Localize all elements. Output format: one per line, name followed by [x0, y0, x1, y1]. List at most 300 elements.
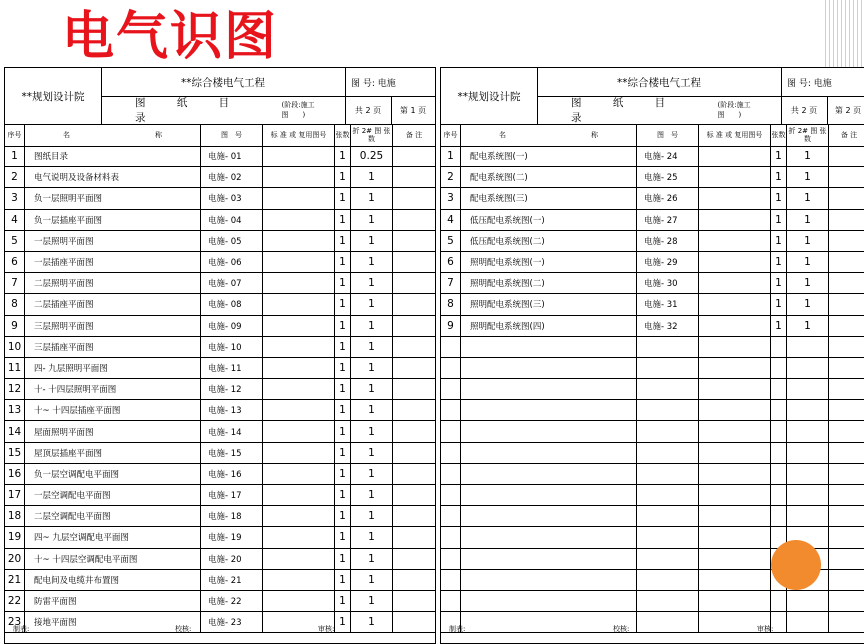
cell-no: 5	[441, 231, 461, 251]
cell-note	[393, 337, 435, 357]
approved-by-label: 审核:	[757, 625, 774, 633]
cell-std	[263, 231, 335, 251]
table-row	[5, 506, 435, 527]
cell-count	[771, 400, 787, 420]
cell-count	[771, 443, 787, 463]
cell-note	[829, 231, 864, 251]
cell-count: 1	[335, 358, 351, 378]
cell-note	[829, 167, 864, 187]
cell-count: 1	[335, 231, 351, 251]
col-std: 标 准 或 复用图号	[699, 124, 771, 146]
cell-name: 十- 十四层照明平面图	[25, 379, 201, 399]
cell-name: 二层照明平面图	[25, 273, 201, 293]
cell-no	[441, 358, 461, 378]
cell-sheets: 1	[351, 591, 393, 611]
cell-code: 电施- 17	[201, 485, 263, 505]
cell-sheets: 1	[787, 273, 829, 293]
cell-count: 1	[335, 337, 351, 357]
cell-name: 接地平面图	[25, 612, 201, 632]
cell-std	[699, 294, 771, 314]
cell-no: 13	[5, 400, 25, 420]
cell-sheets	[787, 379, 829, 399]
cell-code: 电施- 06	[201, 252, 263, 272]
slide-title: 电气识图	[62, 7, 279, 67]
col-name	[25, 124, 201, 146]
cell-sheets: 1	[351, 464, 393, 484]
cell-note	[829, 527, 864, 547]
column-header-row	[5, 124, 435, 147]
cell-note	[393, 210, 435, 230]
cell-sheets	[787, 400, 829, 420]
total-pages: 共 2 页	[345, 96, 392, 124]
cell-name: 配电系统图(三)	[461, 188, 637, 208]
cell-sheets: 1	[351, 506, 393, 526]
cell-note	[829, 591, 864, 611]
table-row	[441, 591, 864, 612]
cell-no: 2	[441, 167, 461, 187]
cell-code: 电施- 29	[637, 252, 699, 272]
cell-no: 10	[5, 337, 25, 357]
cell-note	[829, 210, 864, 230]
cell-no: 12	[5, 379, 25, 399]
cell-std	[263, 316, 335, 336]
cell-std	[699, 210, 771, 230]
approved-by-label: 审核:	[318, 625, 335, 633]
table-row	[5, 570, 435, 591]
cell-sheets: 1	[351, 210, 393, 230]
table-row	[441, 252, 864, 273]
table-row	[441, 231, 864, 252]
cell-note	[829, 252, 864, 272]
cell-count: 1	[771, 252, 787, 272]
cell-sheets: 1	[351, 231, 393, 251]
col-note: 备 注	[840, 131, 858, 139]
cell-std	[263, 188, 335, 208]
cell-sheets: 0.25	[351, 146, 393, 166]
table-row	[441, 400, 864, 421]
cell-std	[699, 188, 771, 208]
cell-code: 电施- 11	[201, 358, 263, 378]
cell-count	[771, 358, 787, 378]
cell-name: 负一层空调配电平面图	[25, 464, 201, 484]
table-row	[441, 273, 864, 294]
table-row	[441, 337, 864, 358]
cell-sheets: 1	[351, 421, 393, 441]
total-pages: 共 2 页	[781, 96, 828, 124]
cell-no	[441, 591, 461, 611]
cell-note	[829, 146, 864, 166]
cell-no: 1	[441, 146, 461, 166]
cell-std	[263, 146, 335, 166]
cell-code: 电施- 08	[201, 294, 263, 314]
cell-name: 配电系统图(一)	[461, 146, 637, 166]
cell-std	[699, 167, 771, 187]
cell-note	[393, 379, 435, 399]
cell-std	[263, 443, 335, 463]
cell-code: 电施- 31	[637, 294, 699, 314]
cell-count: 1	[335, 485, 351, 505]
cell-code: 电施- 14	[201, 421, 263, 441]
cell-sheets	[787, 337, 829, 357]
cell-name: 一层照明平面图	[25, 231, 201, 251]
cell-std	[699, 316, 771, 336]
laser-pointer-dot	[771, 540, 821, 590]
cell-note	[829, 273, 864, 293]
cell-name: 三层照明平面图	[25, 316, 201, 336]
col-name-a: 名	[499, 131, 506, 139]
cell-count: 1	[335, 316, 351, 336]
cell-code: 电施- 13	[201, 400, 263, 420]
page-number: 第 2 页	[834, 105, 862, 115]
table-row	[441, 443, 864, 464]
cell-note	[829, 464, 864, 484]
catalog-title: 图 纸 目 录	[135, 97, 244, 124]
cell-name: 照明配电系统图(三)	[461, 294, 637, 314]
cell-note	[829, 400, 864, 420]
stage-label: (阶段:施工图 )	[717, 101, 751, 119]
cell-std	[263, 358, 335, 378]
cell-count: 1	[335, 464, 351, 484]
cell-code: 电施- 12	[201, 379, 263, 399]
cell-note	[393, 443, 435, 463]
cell-code	[637, 337, 699, 357]
catalog-rows	[5, 146, 435, 633]
cell-count	[771, 464, 787, 484]
cell-note	[393, 549, 435, 569]
cell-no: 7	[5, 273, 25, 293]
table-row	[441, 421, 864, 442]
catalog-sheet-1	[4, 67, 436, 644]
page-number: 第 1 页	[399, 105, 427, 115]
cell-name: 四- 九层照明平面图	[25, 358, 201, 378]
cell-code: 电施- 21	[201, 570, 263, 590]
cell-note	[393, 421, 435, 441]
cell-std	[263, 210, 335, 230]
cell-note	[829, 379, 864, 399]
table-row	[5, 400, 435, 421]
cell-no: 3	[441, 188, 461, 208]
cell-count: 1	[771, 188, 787, 208]
cell-sheets: 1	[351, 485, 393, 505]
cell-name	[461, 464, 637, 484]
cell-sheets	[787, 421, 829, 441]
col-count: 张数	[335, 124, 351, 146]
cell-std	[263, 294, 335, 314]
cell-note	[393, 506, 435, 526]
table-row	[5, 188, 435, 209]
cell-code	[637, 400, 699, 420]
cell-code: 电施- 26	[637, 188, 699, 208]
cell-count: 1	[335, 591, 351, 611]
cell-name: 负一层照明平面图	[25, 188, 201, 208]
cell-sheets	[787, 506, 829, 526]
cell-sheets	[787, 443, 829, 463]
cell-no	[441, 527, 461, 547]
table-row	[5, 549, 435, 570]
cell-std	[263, 421, 335, 441]
cell-code: 电施- 28	[637, 231, 699, 251]
cell-sheets: 1	[787, 188, 829, 208]
cell-name: 屋面照明平面图	[25, 421, 201, 441]
cell-count: 1	[335, 506, 351, 526]
cell-std	[699, 231, 771, 251]
cell-code: 电施- 18	[201, 506, 263, 526]
cell-count: 1	[771, 210, 787, 230]
column-header-row	[441, 124, 864, 147]
cell-no	[441, 379, 461, 399]
sheet-footer	[5, 611, 435, 644]
col-name	[461, 124, 637, 146]
cell-no: 7	[441, 273, 461, 293]
cell-std	[699, 358, 771, 378]
cell-sheets: 1	[351, 337, 393, 357]
cell-count: 1	[335, 612, 351, 632]
cell-sheets: 1	[351, 316, 393, 336]
cell-count: 1	[335, 167, 351, 187]
cell-std	[699, 379, 771, 399]
cell-count: 1	[335, 527, 351, 547]
cell-count: 1	[335, 273, 351, 293]
cell-count: 1	[335, 400, 351, 420]
cell-count	[771, 421, 787, 441]
cell-name: 屋顶层插座平面图	[25, 443, 201, 463]
cell-name	[461, 379, 637, 399]
cell-no	[441, 549, 461, 569]
cell-no: 2	[5, 167, 25, 187]
table-row	[5, 379, 435, 400]
cell-name: 电气说明及设备材料表	[25, 167, 201, 187]
cell-code: 电施- 19	[201, 527, 263, 547]
cell-code	[637, 591, 699, 611]
cell-std	[263, 379, 335, 399]
cell-note	[829, 337, 864, 357]
project-name: **综合楼电气工程	[101, 68, 346, 97]
col-std: 标 准 或 复用图号	[263, 124, 335, 146]
cell-name: 四~ 九层空调配电平面图	[25, 527, 201, 547]
cell-note	[393, 400, 435, 420]
cell-std	[263, 273, 335, 293]
institute-name: **规划设计院	[5, 68, 102, 124]
cell-no	[441, 464, 461, 484]
table-row	[5, 337, 435, 358]
cell-code: 电施- 09	[201, 316, 263, 336]
cell-sheets: 1	[351, 549, 393, 569]
cell-name: 照明配电系统图(四)	[461, 316, 637, 336]
cell-name	[461, 485, 637, 505]
sheet-header	[441, 68, 864, 125]
cell-no	[441, 485, 461, 505]
cell-note	[829, 485, 864, 505]
cell-no: 8	[441, 294, 461, 314]
checked-by-label: 校核:	[613, 625, 630, 633]
cell-sheets: 1	[351, 443, 393, 463]
cell-name: 低压配电系统图(二)	[461, 231, 637, 251]
cell-no: 4	[441, 210, 461, 230]
cell-no: 3	[5, 188, 25, 208]
cell-sheets	[787, 485, 829, 505]
table-row	[441, 316, 864, 337]
cell-std	[699, 591, 771, 611]
cell-name	[461, 400, 637, 420]
cell-std	[699, 527, 771, 547]
cell-note	[829, 188, 864, 208]
cell-std	[263, 549, 335, 569]
cell-note	[393, 591, 435, 611]
cell-no: 6	[441, 252, 461, 272]
col-name-a: 名	[63, 131, 70, 139]
cell-count: 1	[771, 316, 787, 336]
cell-std	[263, 527, 335, 547]
cell-std	[699, 443, 771, 463]
col-note: 备 注	[405, 131, 423, 139]
cell-count: 1	[771, 231, 787, 251]
cell-no: 4	[5, 210, 25, 230]
col-count: 张数	[771, 124, 787, 146]
table-row	[5, 421, 435, 442]
cell-note	[393, 231, 435, 251]
cell-std	[263, 506, 335, 526]
cell-no: 14	[5, 421, 25, 441]
cell-code: 电施- 07	[201, 273, 263, 293]
col-no: 序号	[441, 124, 461, 146]
cell-code	[637, 443, 699, 463]
cell-std	[699, 506, 771, 526]
table-row	[5, 443, 435, 464]
cell-count: 1	[335, 188, 351, 208]
project-name: **综合楼电气工程	[537, 68, 782, 97]
cell-count	[771, 485, 787, 505]
cell-count	[771, 337, 787, 357]
cell-note	[829, 549, 864, 569]
cell-name	[461, 591, 637, 611]
cell-name: 照明配电系统图(二)	[461, 273, 637, 293]
table-row	[441, 167, 864, 188]
cell-no: 20	[5, 549, 25, 569]
table-row	[441, 506, 864, 527]
cell-name: 一层空调配电平面图	[25, 485, 201, 505]
table-row	[5, 146, 435, 167]
cell-count: 1	[335, 549, 351, 569]
cell-name: 低压配电系统图(一)	[461, 210, 637, 230]
cell-no: 23	[5, 612, 25, 632]
cell-sheets: 1	[787, 316, 829, 336]
col-code: 图 号	[201, 124, 263, 146]
table-row	[441, 294, 864, 315]
drawing-number: 图 号: 电施	[345, 68, 435, 97]
cell-count: 1	[335, 252, 351, 272]
cell-name: 十~ 十四层空调配电平面图	[25, 549, 201, 569]
cell-name: 负一层插座平面图	[25, 210, 201, 230]
cell-no: 5	[5, 231, 25, 251]
cell-code	[637, 549, 699, 569]
table-row	[5, 591, 435, 612]
cell-no: 9	[441, 316, 461, 336]
cell-std	[699, 400, 771, 420]
cell-name: 配电系统图(二)	[461, 167, 637, 187]
cell-count: 1	[771, 167, 787, 187]
cell-std	[263, 252, 335, 272]
cell-no: 11	[5, 358, 25, 378]
cell-code: 电施- 03	[201, 188, 263, 208]
table-row	[441, 379, 864, 400]
cell-note	[393, 527, 435, 547]
cell-code: 电施- 16	[201, 464, 263, 484]
cell-std	[263, 337, 335, 357]
table-row	[441, 464, 864, 485]
cell-sheets: 1	[351, 570, 393, 590]
cell-no: 6	[5, 252, 25, 272]
cell-name: 三层插座平面图	[25, 337, 201, 357]
cell-code	[637, 570, 699, 590]
cell-code: 电施- 04	[201, 210, 263, 230]
cell-count: 1	[335, 379, 351, 399]
cell-sheets: 1	[787, 210, 829, 230]
cell-std	[263, 570, 335, 590]
cell-count: 1	[335, 570, 351, 590]
table-row	[441, 358, 864, 379]
sheet-footer	[441, 611, 864, 644]
table-row	[5, 231, 435, 252]
cell-sheets: 1	[351, 294, 393, 314]
cell-no: 21	[5, 570, 25, 590]
cell-note	[393, 464, 435, 484]
institute-name: **规划设计院	[441, 68, 538, 124]
cell-count	[771, 506, 787, 526]
cell-note	[393, 146, 435, 166]
table-row	[441, 188, 864, 209]
cell-sheets: 1	[351, 612, 393, 632]
cell-std	[699, 485, 771, 505]
cell-code	[637, 358, 699, 378]
cell-count	[771, 591, 787, 611]
table-row	[441, 146, 864, 167]
cell-code: 电施- 22	[201, 591, 263, 611]
cell-note	[829, 506, 864, 526]
cell-name: 图纸目录	[25, 146, 201, 166]
cell-code: 电施- 20	[201, 549, 263, 569]
cell-sheets: 1	[351, 273, 393, 293]
cell-name: 二层插座平面图	[25, 294, 201, 314]
sheet-header	[5, 68, 435, 125]
table-row	[5, 294, 435, 315]
cell-sheets: 1	[787, 231, 829, 251]
cell-note	[829, 316, 864, 336]
catalog-cell	[537, 96, 782, 124]
cell-code: 电施- 32	[637, 316, 699, 336]
cell-note	[393, 273, 435, 293]
catalog-title: 图 纸 目 录	[571, 97, 680, 124]
cell-sheets: 1	[351, 252, 393, 272]
col-no: 序号	[5, 124, 25, 146]
cell-name: 二层空调配电平面图	[25, 506, 201, 526]
stage-label: (阶段:施工图 )	[281, 101, 315, 119]
cell-sheets	[787, 464, 829, 484]
cell-no: 8	[5, 294, 25, 314]
cell-no: 16	[5, 464, 25, 484]
cell-name	[461, 421, 637, 441]
cell-code	[637, 506, 699, 526]
cell-sheets: 1	[787, 146, 829, 166]
cell-name: 防雷平面图	[25, 591, 201, 611]
checked-by-label: 校核:	[175, 625, 192, 633]
cell-std	[263, 591, 335, 611]
table-row	[5, 358, 435, 379]
cell-code: 电施- 25	[637, 167, 699, 187]
cell-code	[637, 379, 699, 399]
cell-code: 电施- 30	[637, 273, 699, 293]
cell-note	[393, 570, 435, 590]
cell-sheets: 1	[351, 358, 393, 378]
